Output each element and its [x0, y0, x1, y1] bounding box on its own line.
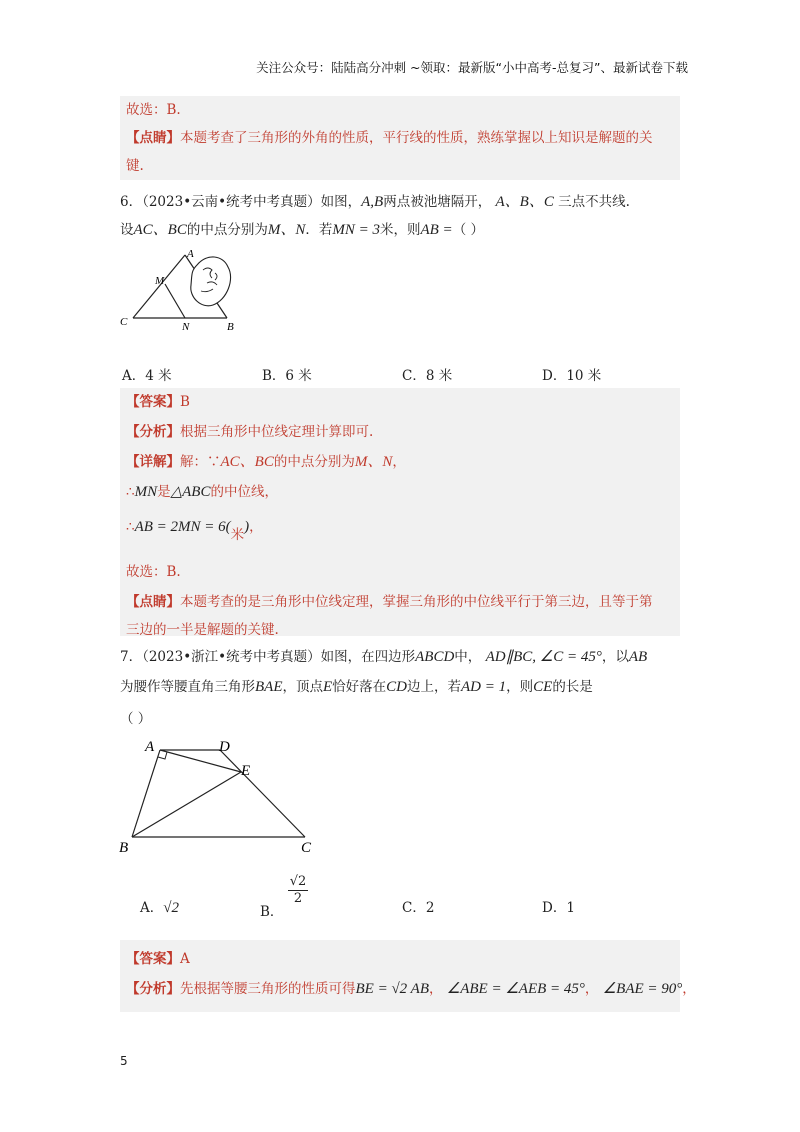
- therefore-2: ∴: [126, 519, 135, 535]
- q7-option-b-label: B．: [260, 904, 284, 920]
- q6-mid: 两点被池塘隔开，: [383, 194, 492, 210]
- bae-equation: ∠BAE = 90°: [602, 981, 683, 997]
- q6-l2b: 的中点分别为: [186, 222, 268, 238]
- dianqing-line-2: 键.: [126, 158, 144, 174]
- choose-line: 故选：B.: [126, 102, 181, 118]
- angle-equation: ∠ABE = ∠AEB = 45°: [446, 981, 585, 997]
- detail-tag: 【详解】: [126, 454, 180, 470]
- q7-mid: 中，: [454, 649, 482, 665]
- q7-ad1: AD = 1: [461, 679, 507, 695]
- close-paren: ): [244, 519, 250, 535]
- page-number: 5: [120, 1054, 128, 1068]
- q7-l2f: 的长是: [552, 679, 593, 695]
- midline-text: 的中位线，: [210, 484, 278, 500]
- q7-option-c[interactable]: C．2: [402, 900, 435, 916]
- q6-dianqing-line-2: 三边的一半是解题的关键.: [126, 622, 279, 638]
- question-7: [120, 642, 680, 734]
- q7-l2c: 恰好落在: [332, 679, 387, 695]
- answer-block-q7: [120, 940, 696, 1012]
- analysis-text: 根据三角形中位线定理计算即可.: [180, 424, 374, 440]
- mn-symbol: MN: [134, 484, 158, 500]
- q7-label-c: C: [301, 840, 312, 856]
- ab-equation: AB = 2MN = 6(: [134, 519, 231, 535]
- q6-therefore-line-2: [126, 510, 674, 544]
- q6-dianqing-line-1: [126, 588, 674, 616]
- q7-option-a-label: A．: [140, 900, 164, 916]
- q7-l2b: ，顶点: [282, 679, 323, 695]
- page-header: 关注公众号：陆陆高分冲刺 ~领取：最新版“小中高考-总复习”、最新试卷下载: [256, 60, 688, 75]
- fraction-denominator: 2: [293, 891, 303, 906]
- answer-tag: 【答案】: [126, 394, 180, 410]
- q6-option-c[interactable]: C．8 米: [402, 368, 453, 384]
- q6-acbc: AC、BC: [133, 222, 187, 238]
- q7-l2d: 边上，若: [407, 679, 462, 695]
- dianqing-text: 本题考查了三角形的外角的性质，平行线的性质，熟练掌握以上知识是解题的关: [180, 130, 653, 146]
- therefore-1: ∴: [126, 484, 135, 500]
- q7-line-1: [120, 642, 680, 672]
- q7-cd: CD: [386, 679, 408, 695]
- q6-option-a[interactable]: A．4 米: [122, 368, 172, 384]
- answer-value-q7: A: [180, 951, 190, 967]
- sep-1: ，: [428, 981, 443, 997]
- q7-e: E: [323, 679, 333, 695]
- q7-option-a[interactable]: [140, 896, 179, 917]
- q6-l2c: ．若: [305, 222, 333, 238]
- sep-3: ，: [682, 981, 696, 997]
- q7-l2e: ，则: [506, 679, 534, 695]
- q6-mn: M、N: [267, 222, 306, 238]
- q7-bae: BAE: [255, 679, 283, 695]
- q7-label-d: D: [219, 739, 230, 755]
- q6-end: 三点不共线.: [558, 194, 630, 210]
- unit-mi: 米: [230, 527, 245, 543]
- answer-block-q5: [120, 96, 680, 180]
- detail-c: ，: [392, 454, 406, 470]
- analysis-tag-q7: 【分析】: [126, 981, 180, 997]
- q6-choose-line: 故选：B.: [126, 564, 181, 580]
- q6-label-b: B: [227, 321, 234, 333]
- q7-line-3: （ ）: [120, 711, 152, 727]
- detail-b: 的中点分别为: [273, 454, 355, 470]
- be-equation: BE = √2 AB: [355, 981, 429, 997]
- analysis-tag: 【分析】: [126, 424, 180, 440]
- dianqing-text-2: 本题考查的是三角形中位线定理，掌握三角形的中位线平行于第三边，且等于第: [180, 594, 653, 610]
- triangle-abc: △ABC: [170, 484, 211, 500]
- question-6: [120, 188, 680, 244]
- q6-figure: [115, 245, 245, 335]
- q7-abcd: ABCD: [415, 649, 455, 665]
- answer-value: B: [180, 394, 190, 410]
- q6-label-a: A: [187, 248, 194, 260]
- q6-label-m: M: [155, 275, 165, 287]
- q7-label-e: E: [241, 763, 251, 779]
- q7-line-2: [120, 672, 680, 702]
- q6-ab-eq: AB =: [420, 222, 453, 238]
- q7-label-b: B: [119, 840, 129, 856]
- q7-label-a: A: [145, 739, 155, 755]
- q6-eq: MN = 3: [332, 222, 380, 238]
- detail-a: 解：∵: [180, 454, 221, 470]
- q6-answer-line: [126, 388, 674, 416]
- q6-option-d[interactable]: D．10 米: [542, 368, 602, 384]
- q6-line-1: [120, 188, 680, 216]
- q6-analysis-line: [126, 418, 674, 446]
- q6-prefix: 6．（2023•云南•统考中考真题）如图，: [120, 194, 362, 210]
- q6-l2a: 设: [120, 222, 134, 238]
- q7-cond: AD∥BC, ∠C = 45°: [485, 649, 602, 665]
- q6-option-b[interactable]: B．6 米: [262, 368, 312, 384]
- dianqing-line-1: [126, 124, 674, 152]
- q6-l2d: 米，则: [379, 222, 421, 238]
- q7-option-b[interactable]: [260, 874, 308, 920]
- q7-option-d[interactable]: D．1: [542, 900, 575, 916]
- q6-therefore-line-1: [126, 478, 674, 506]
- dianqing-tag-2: 【点睛】: [126, 594, 180, 610]
- detail-acbc: AC、BC: [220, 454, 274, 470]
- dianqing-tag: 【点睛】: [126, 130, 180, 146]
- comma: ，: [249, 519, 263, 535]
- q6-ab: A,B: [361, 194, 384, 210]
- q6-blank: （ ）: [452, 222, 484, 238]
- q6-detail-line: [126, 448, 674, 476]
- q6-label-c: C: [120, 316, 128, 328]
- q7-l1c: ，以: [601, 649, 629, 665]
- detail-mn: M、N: [354, 454, 393, 470]
- q7-options: [120, 874, 680, 920]
- q7-option-a-value: √2: [163, 900, 179, 916]
- q6-label-n: N: [182, 321, 190, 333]
- fraction-numerator: √2: [289, 874, 307, 889]
- q7-analysis-line: [126, 974, 696, 1004]
- q7-ab: AB: [628, 649, 648, 665]
- q7-prefix: 7．（2023•浙江•统考中考真题）如图，在四边形: [120, 649, 416, 665]
- q7-ce: CE: [533, 679, 553, 695]
- analysis-text-q7: 先根据等腰三角形的性质可得: [180, 981, 356, 997]
- q7-answer-line: [126, 944, 674, 974]
- sep-2: ，: [584, 981, 599, 997]
- q6-abc: A、B、C: [495, 194, 554, 210]
- is-text: 是: [157, 484, 171, 500]
- q7-figure: [115, 735, 325, 860]
- q7-l2a: 为腰作等腰直角三角形: [120, 679, 255, 695]
- q7-option-b-fraction: [288, 874, 309, 907]
- answer-tag-q7: 【答案】: [126, 951, 180, 967]
- answer-block-q6: [120, 388, 680, 636]
- q6-line-2: [120, 216, 680, 244]
